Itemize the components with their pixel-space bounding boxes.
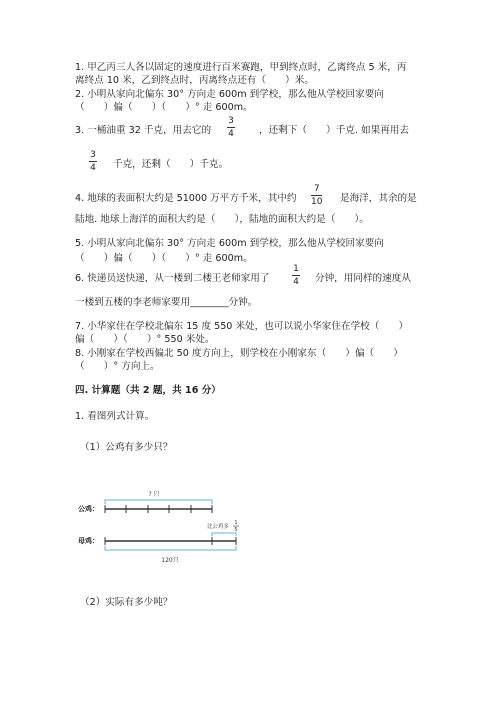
fraction-denominator: 10 (311, 197, 323, 207)
unknown-brace (105, 500, 212, 504)
question-8-line-2: （ ）° 方向上。 (75, 361, 160, 372)
fraction-numerator: 3 (90, 150, 96, 160)
section-4-question-1: 1. 看图列式计算。 (75, 411, 155, 422)
label-more: 比公鸡多 (207, 524, 230, 530)
question-3-line-2: 千克，还剩（ ）千克。 (113, 159, 229, 170)
question-6-line-1a: 6. 快递员送快递，从一楼到二楼王老师家用了 (75, 273, 270, 284)
question-3-fraction-1 (227, 116, 235, 139)
label-unknown: ? 只 (148, 491, 160, 498)
question-5-line-2: （ ）偏（ ）（ ）° 走 600m。 (75, 253, 253, 264)
question-1-line-1: 1. 甲乙丙三人各以固定的速度进行百米赛跑，甲到终点时，乙离终点 5 米，丙 (75, 62, 407, 73)
question-2-line-1: 2. 小明从家向北偏东 30° 方向走 600m 到学校，那么他从学校回家要向 (75, 89, 384, 100)
more-brace (212, 533, 236, 536)
question-2-line-2: （ ）偏（ ）（ ）° 走 600m。 (75, 102, 253, 113)
more-frac-den: 5 (234, 527, 238, 533)
question-4-fraction (311, 184, 322, 207)
question-7-line-1: 7. 小华家住在学校北偏东 15 度 550 米处，也可以说小华家住在学校（ ） (75, 321, 409, 332)
fraction-denominator: 4 (228, 129, 234, 139)
question-3-fraction-2 (89, 150, 97, 173)
section-4-sub-2: （2）实际有多少吨？ (80, 597, 173, 608)
section-4-sub-1: （1）公鸡有多少只？ (80, 442, 173, 453)
question-8-line-1: 8. 小刚家在学校西偏北 50 度方向上，则学校在小刚家东（ ）偏（ ） (75, 348, 403, 359)
question-4-line-1a: 4. 地球的表面积大约是 51000 万平方千米，其中约 (75, 193, 297, 204)
question-7-line-2: 偏（ ）（ ）° 550 米处。 (75, 334, 215, 345)
label-total: 120只 (161, 557, 179, 564)
total-brace (105, 546, 236, 550)
fraction-denominator: 4 (293, 277, 299, 287)
fraction-numerator: 7 (313, 184, 320, 194)
question-4-line-1b: 是海洋，其余的是 (340, 193, 417, 204)
question-3-line-1b: ，还剩下（ ）千克. 如果再用去 (259, 125, 410, 136)
question-6-line-2: 一楼到五楼的李老师家要用________分钟。 (75, 297, 258, 308)
question-5-line-1: 5. 小明从家向北偏东 30° 方向走 600m 到学校，那么他从学校回家要向 (75, 238, 384, 249)
question-6-line-1b: 分钟，用同样的速度从 (315, 273, 411, 284)
section-4-title: 四. 计算题（共 2 题，共 16 分） (75, 385, 221, 396)
question-3-line-1a: 3. 一桶油重 32 千克，用去它的 (75, 125, 212, 136)
fraction-denominator: 4 (90, 163, 96, 173)
more-frac-num: 1 (234, 520, 238, 526)
question-6-fraction (292, 264, 300, 287)
label-rooster: 公鸡： (78, 505, 99, 513)
fraction-numerator: 1 (293, 264, 299, 274)
label-hen: 母鸡： (78, 537, 99, 545)
fraction-numerator: 3 (228, 116, 234, 126)
question-1-line-2: 离终点 10 米，乙到终点时，丙离终点还有（ ）米。 (75, 75, 314, 86)
segment-diagram (0, 485, 500, 585)
question-4-line-2: 陆地. 地球上海洋的面积大约是（ ），陆地的面积大约是（ ）。 (75, 214, 369, 225)
